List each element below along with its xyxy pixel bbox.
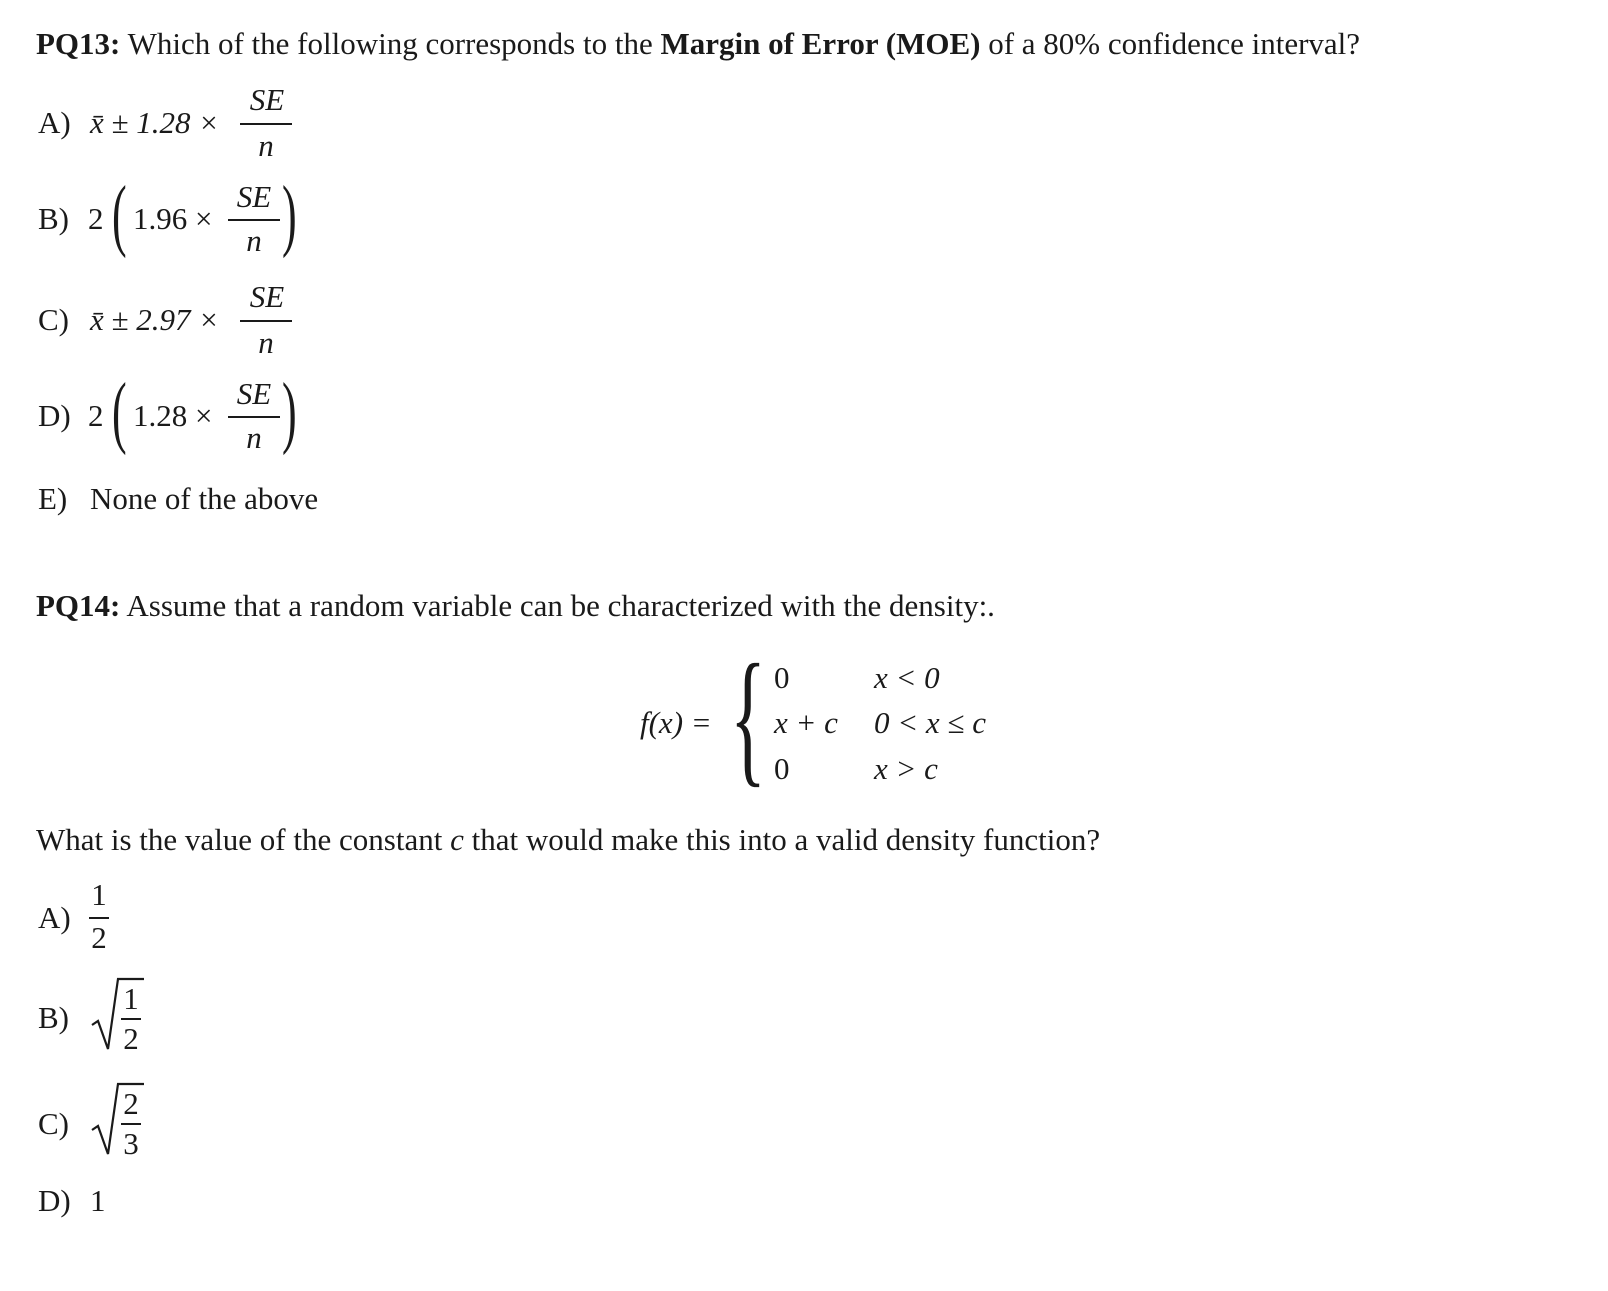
option-letter: D) [38,1183,71,1218]
fraction-bar [228,219,280,221]
fraction-bar [240,123,292,125]
fraction-bar [121,1018,141,1020]
option-text: 1 [90,1183,106,1218]
pq13-question [36,24,1360,64]
fraction-numerator: SE [236,376,272,411]
pq13-question-bold: Margin of Error (MOE) [660,26,981,61]
pq14-question [36,586,995,626]
fraction-numerator: SE [236,179,272,214]
fraction-denominator: n [258,128,274,163]
option-letter: D) [38,398,71,433]
option-coefficient: 2 [88,398,104,433]
option-expression: 1.96 × [133,201,213,236]
option-expression: x̄ ± 1.28 × [90,105,220,140]
option-letter: C) [38,302,69,337]
case-value: 0 [774,751,790,786]
case-condition: x < 0 [874,660,940,695]
followup-post: that would make this into a valid density function? [471,822,1101,857]
left-paren: ( [112,171,127,259]
followup-variable: c [450,822,464,857]
option-text: None of the above [90,481,319,516]
option-coefficient: 2 [88,201,104,236]
option-letter: A) [38,900,71,935]
fraction-denominator: 2 [91,920,107,955]
right-paren: ) [282,368,297,456]
fraction-denominator: n [246,223,262,258]
fraction-bar [89,917,109,919]
fraction-denominator: n [258,325,274,360]
followup-pre: What is the value of the constant [36,822,443,857]
fraction-numerator: 2 [123,1086,139,1121]
pq14-label: PQ14: [36,588,121,623]
case-condition: x > c [874,751,938,786]
fraction-bar [228,416,280,418]
fraction-bar [121,1123,141,1125]
fraction-numerator: SE [249,279,285,314]
pq13-question-pre: Which of the following corresponds to the [127,26,653,61]
case-value: x + c [774,705,838,740]
left-brace: { [730,634,766,800]
option-letter: B) [38,1000,69,1035]
option-letter: E) [38,481,68,516]
option-expression: x̄ ± 2.97 × [90,302,220,337]
fraction-numerator: 1 [91,877,107,912]
fraction-numerator: 1 [123,981,139,1016]
pq13-label: PQ13: [36,26,121,61]
fraction-denominator: n [246,420,262,455]
fraction-denominator: 3 [123,1126,139,1161]
left-paren: ( [112,368,127,456]
right-paren: ) [282,171,297,259]
case-value: 0 [774,660,790,695]
option-letter: B) [38,201,69,236]
pq14-followup [36,820,1100,860]
case-condition: 0 < x ≤ c [874,705,986,740]
option-letter: C) [38,1106,69,1141]
pq13-question-post: of a 80% confidence interval? [988,26,1361,61]
fraction-bar [240,320,292,322]
option-letter: A) [38,105,71,140]
pq14-question-text: Assume that a random variable can be characterized with the density:. [126,588,995,623]
density-lhs: f(x) = [640,705,712,740]
fraction-denominator: 2 [123,1021,139,1056]
fraction-numerator: SE [249,82,285,117]
option-expression: 1.28 × [133,398,213,433]
